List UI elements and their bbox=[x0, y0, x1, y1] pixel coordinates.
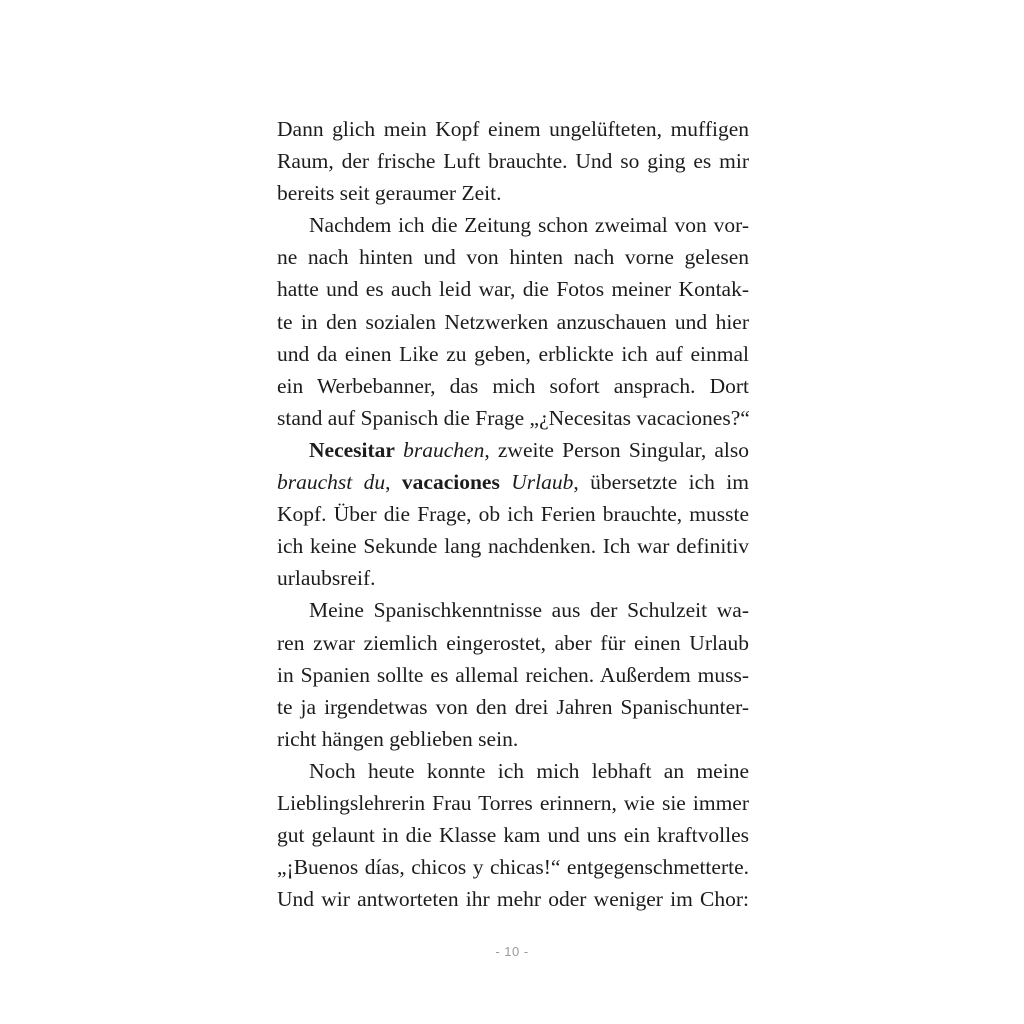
text-line bbox=[277, 498, 749, 530]
italic-term: Urlaub bbox=[511, 470, 574, 495]
text-segment: , bbox=[385, 470, 402, 495]
text-segment: Raum, der frische Luft brauchte. Und so ging es mir bbox=[277, 149, 749, 174]
text-line bbox=[277, 755, 749, 787]
text-line bbox=[277, 370, 749, 402]
text-line bbox=[277, 241, 749, 273]
text-line bbox=[277, 273, 749, 305]
text-line bbox=[277, 819, 749, 851]
text-segment: Kopf. Über die Frage, ob ich Ferien brauchte, musste bbox=[277, 502, 749, 527]
text-line bbox=[277, 209, 749, 241]
text-segment: „¡Buenos días, chicos y chicas!“ entgegenschmetterte. bbox=[277, 855, 749, 880]
page-number: - 10 - bbox=[495, 944, 529, 959]
text-line bbox=[277, 177, 749, 209]
text-line bbox=[277, 659, 749, 691]
text-segment: ren zwar ziemlich eingerostet, aber für einen Urlaub bbox=[277, 630, 749, 655]
text-line bbox=[277, 338, 749, 370]
text-line bbox=[277, 723, 749, 755]
text-line bbox=[277, 691, 749, 723]
text-segment: stand auf Spanisch die Frage „¿Necesitas vacaciones?“ bbox=[277, 405, 750, 430]
text-line bbox=[277, 466, 749, 498]
text-line bbox=[277, 434, 749, 466]
text-segment: ein Werbebanner, das mich sofort ansprach. Dort bbox=[277, 373, 749, 398]
text-segment: urlaubsreif. bbox=[277, 566, 376, 591]
text-segment: Noch heute konnte ich mich lebhaft an meine bbox=[309, 758, 749, 783]
text-line bbox=[277, 530, 749, 562]
body-text bbox=[277, 113, 749, 915]
text-segment: te in den sozialen Netzwerken anzuschauen und hier bbox=[277, 309, 749, 334]
text-segment: bereits seit geraumer Zeit. bbox=[277, 181, 502, 206]
text-segment: te ja irgendetwas von den drei Jahren Spanischunter- bbox=[277, 694, 749, 719]
text-line bbox=[277, 402, 749, 434]
text-line bbox=[277, 594, 749, 626]
text-segment bbox=[395, 438, 403, 462]
text-segment bbox=[500, 470, 511, 494]
text-segment: gut gelaunt in die Klasse kam und uns ein kraftvolles bbox=[277, 823, 749, 848]
text-segment: Und wir antworteten ihr mehr oder weniger im Chor: bbox=[277, 887, 749, 912]
italic-term: brauchen bbox=[403, 437, 485, 462]
text-segment: richt hängen geblieben sein. bbox=[277, 726, 519, 751]
text-line bbox=[277, 883, 749, 915]
text-segment: ne nach hinten und von hinten nach vorne gelesen bbox=[277, 245, 749, 270]
italic-term: brauchst du bbox=[277, 470, 386, 495]
text-segment: in Spanien sollte es allemal reichen. Außerdem muss- bbox=[277, 662, 749, 687]
text-segment: , zweite Person Singular, also bbox=[484, 437, 749, 462]
text-line bbox=[277, 113, 749, 145]
text-line bbox=[277, 851, 749, 883]
text-line bbox=[277, 627, 749, 659]
text-segment: Meine Spanischkenntnisse aus der Schulzeit wa- bbox=[309, 598, 749, 623]
text-segment: Nachdem ich die Zeitung schon zweimal von vor- bbox=[309, 213, 749, 238]
text-line bbox=[277, 787, 749, 819]
bold-term: Necesitar bbox=[309, 437, 395, 462]
text-segment: , übersetzte ich im bbox=[573, 470, 750, 495]
text-segment: ich keine Sekunde lang nachdenken. Ich war definitiv bbox=[277, 534, 749, 559]
text-segment: hatte und es auch leid war, die Fotos meiner Kontak- bbox=[277, 277, 749, 302]
text-segment: und da einen Like zu geben, erblickte ich auf einmal bbox=[277, 341, 749, 366]
text-line bbox=[277, 562, 749, 594]
text-segment: Dann glich mein Kopf einem ungelüfteten, muffigen bbox=[277, 117, 749, 141]
bold-term: vacaciones bbox=[401, 470, 500, 495]
text-line bbox=[277, 306, 749, 338]
text-segment: Lieblingslehrerin Frau Torres erinnern, wie sie immer bbox=[277, 790, 749, 815]
text-line bbox=[277, 145, 749, 177]
